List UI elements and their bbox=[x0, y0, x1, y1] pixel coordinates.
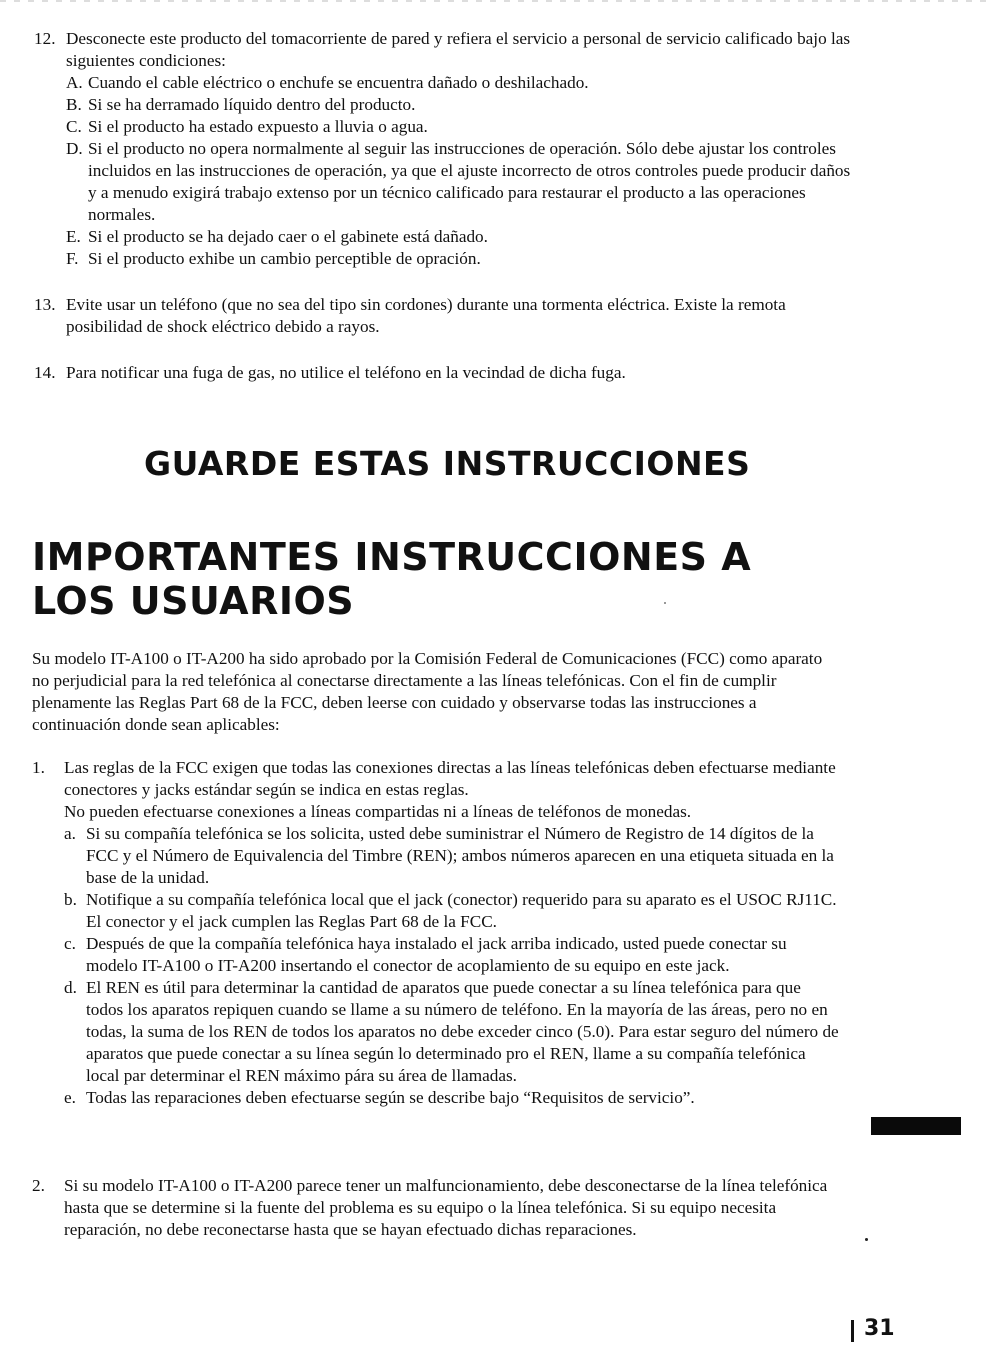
sub-label: A. bbox=[66, 73, 83, 92]
sub-item bbox=[64, 933, 842, 977]
sub-text: Si se ha derramado líquido dentro del producto. bbox=[88, 95, 416, 114]
sub-item bbox=[66, 94, 854, 116]
item-number: 1. bbox=[32, 758, 45, 777]
safety-item-14 bbox=[34, 362, 854, 384]
item-number: 2. bbox=[32, 1176, 45, 1195]
sub-item bbox=[66, 116, 854, 138]
sub-label: E. bbox=[66, 227, 81, 246]
sub-text: Cuando el cable eléctrico o enchufe se encuentra dañado o deshilachado. bbox=[88, 73, 589, 92]
sub-text: Si el producto exhibe un cambio perceptible de opración. bbox=[88, 249, 481, 268]
sub-label: D. bbox=[66, 139, 83, 158]
sub-item bbox=[66, 138, 854, 226]
sub-label: e. bbox=[64, 1088, 76, 1107]
speck bbox=[865, 1238, 868, 1241]
sub-text: Notifique a su compañía telefónica local que el jack (conector) requerido para su aparato es el USOC RJ11C. El conector y el jack cumplen las Reglas Part 68 de la FCC. bbox=[86, 890, 837, 931]
sub-item bbox=[66, 72, 854, 94]
sub-label: a. bbox=[64, 824, 76, 843]
item-number: 12. bbox=[34, 29, 56, 48]
safety-item-13 bbox=[34, 294, 854, 338]
sub-item bbox=[66, 226, 854, 248]
speck bbox=[664, 602, 666, 604]
sub-text: Si el producto se ha dejado caer o el gabinete está dañado. bbox=[88, 227, 488, 246]
users-item-2 bbox=[32, 1175, 842, 1241]
sub-text: Después de que la compañía telefónica haya instalado el jack arriba indicado, usted puede conectar su modelo IT-A100 o IT-A200 insertando el conector de acoplamiento de su equipo en este jack. bbox=[86, 934, 787, 975]
item-number: 13. bbox=[34, 295, 56, 314]
sub-text: Todas las reparaciones deben efectuarse según se describe bajo “Requisitos de servicio”. bbox=[86, 1088, 695, 1107]
intro-paragraph: Su modelo IT-A100 o IT-A200 ha sido aprobado por la Comisión Federal de Comunicaciones (FCC) como aparato no perjudicial para la red telefónica al conectarse directamente a las líneas telefónicas. Con el fin de cumplir plenamente las Reglas Part 68 de la FCC, deben leerse con cuidado y observarse todas las instrucciones a continuación donde sean aplicables: bbox=[32, 649, 823, 734]
sub-item bbox=[64, 823, 842, 889]
item-number: 14. bbox=[34, 363, 56, 382]
item-text: Desconecte este producto del tomacorriente de pared y refiera el servicio a personal de servicio calificado bajo las siguientes condiciones: bbox=[66, 29, 851, 70]
sub-text: El REN es útil para determinar la cantidad de aparatos que puede conectar a su línea telefónica para que todos los aparatos repiquen cuando se llame a su número de teléfono. En la mayoría de las áreas, pero no en todas, la suma de los REN de todos los aparatos no debe exceder cinco (5.0). Para estar seguro del número de aparatos que puede conectar a su línea según lo determinado pro el REN, llame a su compañía telefónica local par determinar el REN máximo pára su área de llamadas. bbox=[86, 978, 839, 1085]
item-text: Las reglas de la FCC exigen que todas las conexiones directas a las líneas telefónicas deben efectuarse mediante conectores y jacks estándar según se indica en estas reglas. bbox=[64, 758, 836, 799]
sub-item bbox=[64, 977, 842, 1087]
sub-label: c. bbox=[64, 934, 76, 953]
sub-item bbox=[64, 1087, 842, 1109]
section-tab-marker bbox=[871, 1117, 961, 1135]
heading-importantes-instrucciones: IMPORTANTES INSTRUCCIONES A LOS USUARIOS bbox=[32, 535, 752, 623]
page-number: 31 bbox=[864, 1316, 895, 1341]
sub-label: F. bbox=[66, 249, 79, 268]
sub-item bbox=[66, 248, 854, 270]
top-edge-rule bbox=[0, 0, 991, 2]
sub-label: C. bbox=[66, 117, 82, 136]
item-text-2: No pueden efectuarse conexiones a líneas compartidas ni a líneas de teléfonos de monedas. bbox=[64, 802, 692, 821]
sub-label: b. bbox=[64, 890, 77, 909]
heading-guarde-instrucciones: GUARDE ESTAS INSTRUCCIONES bbox=[144, 444, 751, 483]
safety-item-12 bbox=[34, 28, 854, 270]
item-text: Evite usar un teléfono (que no sea del tipo sin cordones) durante una tormenta eléctrica. Existe la remota posibilidad de shock eléctrico debido a rayos. bbox=[66, 295, 786, 336]
page-number-rule bbox=[851, 1320, 854, 1342]
sub-text: Si su compañía telefónica se los solicita, usted debe suministrar el Número de Registro de 14 dígitos de la FCC y el Número de Equivalencia del Timbre (REN); ambos números aparecen en una etiqueta situada en la base de la unidad. bbox=[86, 824, 834, 887]
sub-text: Si el producto ha estado expuesto a lluvia o agua. bbox=[88, 117, 428, 136]
users-item-1 bbox=[32, 757, 842, 1109]
item-text: Para notificar una fuga de gas, no utilice el teléfono en la vecindad de dicha fuga. bbox=[66, 363, 626, 382]
sub-text: Si el producto no opera normalmente al seguir las instrucciones de operación. Sólo debe ajustar los controles incluidos en las instrucciones de operación, ya que el ajuste incorrecto de otros controles puede producir daños y a menudo exigirá trabajo extenso por un técnico calificado para restaurar el producto a las operaciones normales. bbox=[88, 139, 851, 224]
sub-label: B. bbox=[66, 95, 82, 114]
sub-item bbox=[64, 889, 842, 933]
sub-label: d. bbox=[64, 978, 77, 997]
item-text: Si su modelo IT-A100 o IT-A200 parece tener un malfuncionamiento, debe desconectarse de la línea telefónica hasta que se determine si la fuente del problema es su equipo o la línea telefónica. Si su equipo necesita reparación, no debe reconectarse hasta que se hayan efectuado dichas reparaciones. bbox=[64, 1176, 828, 1239]
